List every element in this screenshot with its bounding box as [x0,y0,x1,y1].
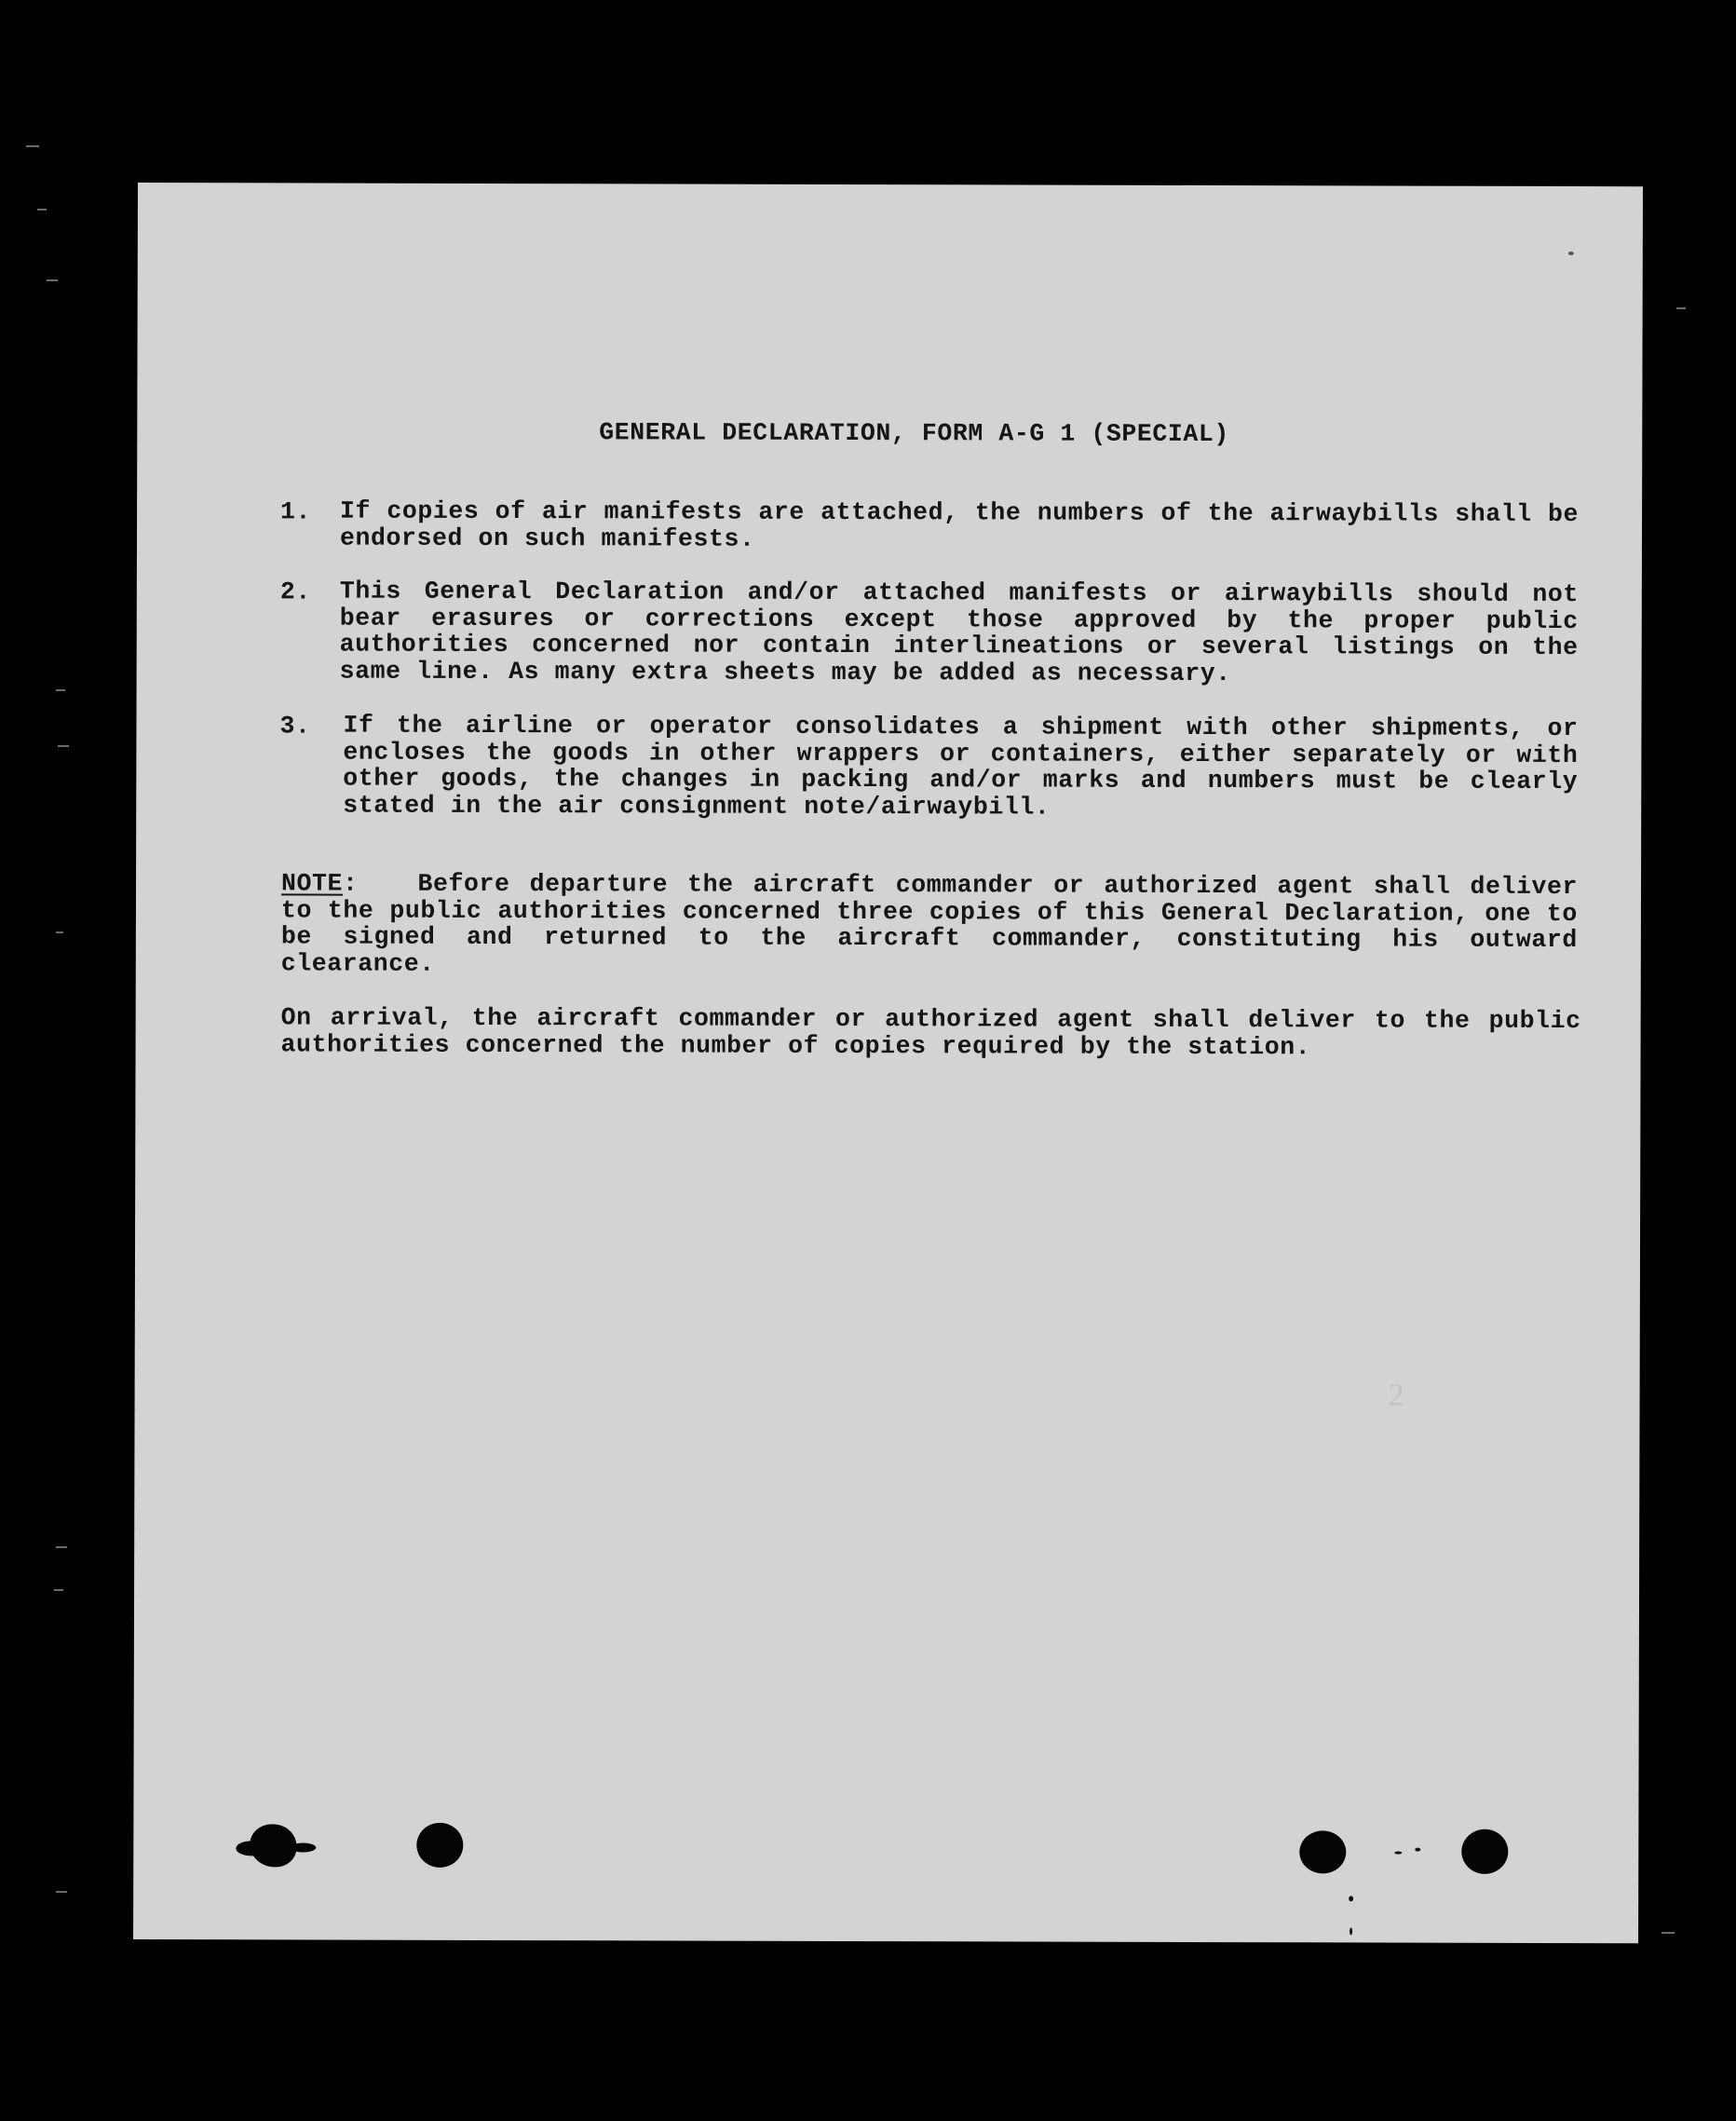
film-edge-mark [56,689,65,691]
item-number: 2. [279,578,311,606]
film-edge-mark [26,145,39,147]
punch-hole [416,1823,463,1868]
film-edge-mark [47,279,58,281]
list-item [280,496,1659,553]
item-text: If the airline or operator consolidates a shipment with other shipments, or encloses the goods in other wrappers or containers, either separately or with other goods, the changes in packing and/or marks and numbers must be clearly stated in the air consignment note/airwaybill. [343,711,1579,822]
film-edge-mark [1676,307,1686,309]
note-colon: : [343,869,359,898]
list-item [279,711,1659,822]
punch-hole [1461,1829,1508,1874]
film-edge-mark [56,931,63,933]
note-text: Before departure the aircraft commander or authorized agent shall deliver to the public authorities concerned three copies of this General Declaration, one to be signed and returned to the aircraft commander, constituting his outward clearance. [280,869,1579,978]
item-number: 1. [280,497,312,526]
film-edge-mark [1661,1932,1675,1934]
ink-speck [1349,1927,1352,1935]
film-edge-mark [58,745,69,747]
ink-speck [1415,1848,1420,1852]
note-label: NOTE [280,869,344,898]
ink-speck [1349,1896,1353,1901]
film-edge-mark [56,1891,67,1893]
document-title: GENERAL DECLARATION, FORM A-G 1 (SPECIAL) [599,418,1229,449]
film-edge-mark [54,1589,63,1591]
list-item [279,577,1659,688]
item-text: This General Declaration and/or attached manifests or airwaybills should not bear erasures or corrections except those approved by the proper public authorities concerned nor contain interlineations or several listings on the same line. As many extra sheets may be added as necessary. [339,577,1579,688]
document-page [133,183,1643,1943]
ink-speck [1568,252,1574,255]
item-number: 3. [279,712,311,741]
note-paragraph [281,870,1578,980]
ink-speck [1394,1852,1402,1855]
punch-hole [1299,1830,1346,1873]
show-through-marks: 2 [1388,1378,1404,1413]
item-text: If copies of air manifests are attached, the numbers of the airwaybills shall be endorsed on such manifests. [339,496,1580,553]
film-edge-mark [56,1546,67,1548]
punch-hole-tear [236,1841,267,1856]
arrival-paragraph: On arrival, the aircraft commander or authorized agent shall deliver to the public authorities concerned the number of copies required by the station. [280,1003,1581,1062]
punch-hole-tear [290,1842,316,1852]
film-edge-mark [37,209,47,211]
